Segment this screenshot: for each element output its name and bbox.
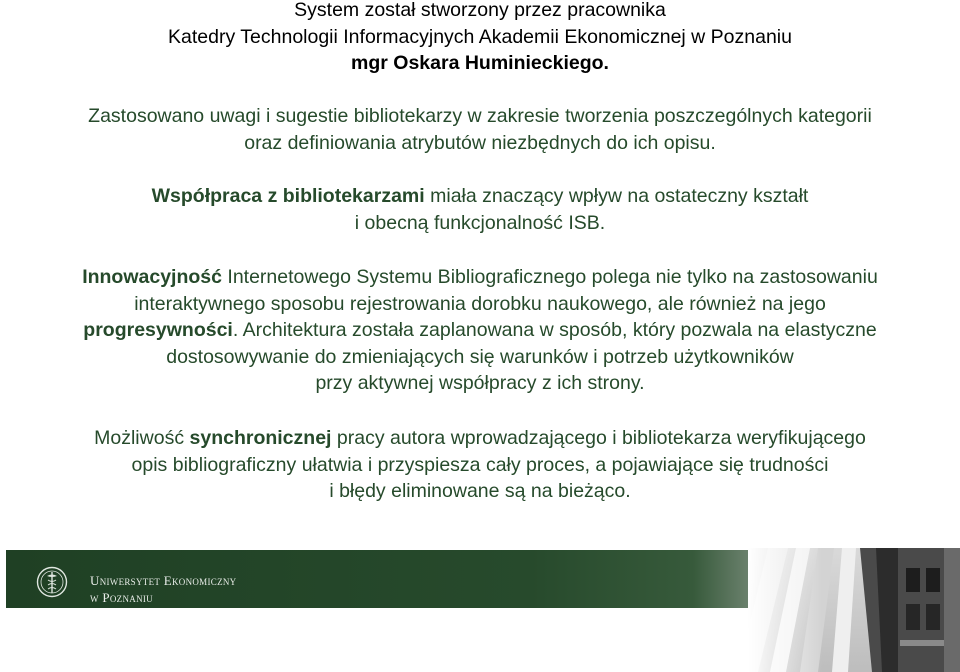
innovation-line-4: dostosowywanie do zmieniających się warunków i potrzeb użytkowników [166,345,794,368]
cooperation-line-2: i obecną funkcjonalność ISB. [354,211,606,234]
author-line-2: Katedry Technologii Informacyjnych Akademii Ekonomicznej w Poznaniu [168,25,792,48]
synchronous-line-1-rest: pracy autora wprowadzającego i bibliotekarza weryfikującego [331,427,866,449]
synchronous-emphasis: synchronicznej [189,427,332,449]
innovation-emphasis: Innowacyjność [82,266,222,288]
feedback-line-1: Zastosowano uwagi i sugestie bibliotekarzy w zakresie tworzenia poszczególnych kategorii [88,105,872,127]
cooperation-line-1 [0,183,960,210]
university-name-line-1: Uniwersytet Ekonomiczny [90,573,237,588]
innovation-line-5: przy aktywnej współpracy z ich strony. [315,372,645,394]
innovation-line-1 [0,264,960,291]
university-name [90,572,236,606]
paragraph-synchronous [0,425,960,505]
author-line-1: System został stworzony przez pracownika [294,0,666,21]
innovation-line-3-rest: . Architektura została zaplanowana w sposób, który pozwala na elastyczne [232,319,877,341]
university-emblem-icon [36,566,68,598]
paragraph-innovation [0,264,960,397]
innovation-line-1-rest: Internetowego Systemu Bibliograficznego polega nie tylko na zastosowaniu [221,266,878,288]
cooperation-line-1-rest: miała znaczący wpływ na ostateczny kształt [424,185,809,207]
author-name: mgr Oskara Huminieckiego. [351,52,609,74]
footer-banner [0,548,960,672]
feedback-line-2: oraz definiowania atrybutów niezbędnych do ich opisu. [244,131,716,154]
innovation-line-2: interaktywnego sposobu rejestrowania dorobku naukowego, ale również na jego [134,292,826,315]
cooperation-emphasis: Współpraca z bibliotekarzami [151,185,425,207]
synchronous-line-3: i błędy eliminowane są na bieżąco. [329,480,631,502]
university-name-line-2: w Poznaniu [90,590,153,605]
paragraph-author [0,0,960,77]
synchronous-line-1-pre: Możliwość [94,427,190,449]
paragraph-cooperation [0,183,960,236]
innovation-line-3 [0,317,960,344]
synchronous-line-2: opis bibliograficzny ułatwia i przyspiesza cały proces, a pojawiające się trudności [131,453,829,476]
paragraph-librarian-feedback [0,103,960,156]
synchronous-line-1 [0,425,960,452]
progressiveness-emphasis: progresywności [83,319,233,341]
building-photo [748,548,960,672]
